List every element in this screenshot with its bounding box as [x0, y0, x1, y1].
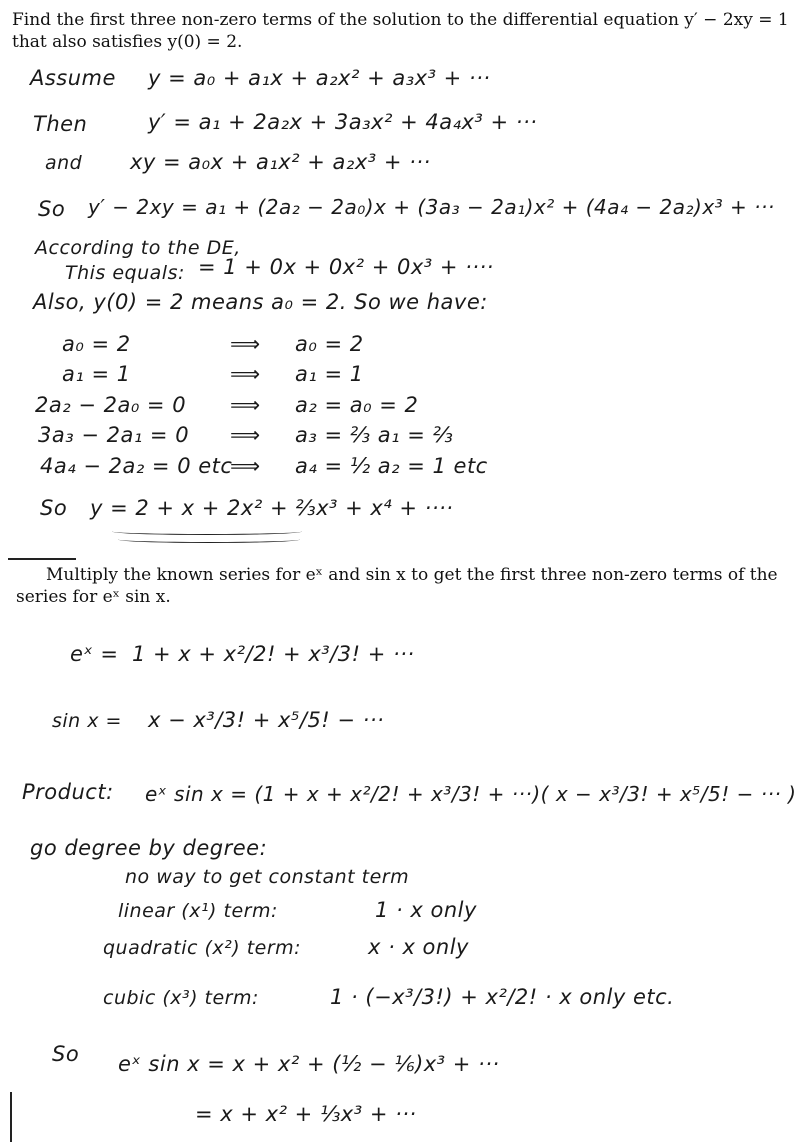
so-equation: y′ − 2xy = a₁ + (2a₂ − 2a₀)x + (3a₃ − 2a₁)x² + (4a₄ − 2a₂)x³ + ··· — [88, 195, 775, 219]
result-so-label: So — [52, 1042, 80, 1066]
eq-left-4: 4a₄ − 2a₂ = 0 etc — [40, 454, 233, 478]
cubic-label: cubic (x³) term: — [103, 987, 259, 1009]
margin-mark — [10, 1092, 12, 1142]
eq-left-1: a₁ = 1 — [62, 362, 131, 386]
eq-left-0: a₀ = 2 — [62, 332, 131, 356]
eq-right-3: a₃ = ⅔ a₁ = ⅔ — [295, 423, 454, 447]
problem1-statement-line1: Find the first three non-zero terms of the solution to the differential equation y′ − 2xy = 1 — [12, 10, 789, 30]
then-label: Then — [33, 112, 88, 136]
assume-equation: y = a₀ + a₁x + a₂x² + a₃x³ + ··· — [148, 66, 491, 90]
final-so-label: So — [40, 496, 68, 520]
linear-value: 1 · x only — [375, 898, 477, 922]
arrow-icon: ⟹ — [230, 332, 261, 356]
product-equation: eˣ sin x = (1 + x + x²/2! + x³/3! + ···)( x − x³/3! + x⁵/5! − ··· ) — [145, 782, 797, 806]
linear-label: linear (x¹) term: — [118, 900, 278, 922]
eq-right-0: a₀ = 2 — [295, 332, 364, 356]
eq-right-1: a₁ = 1 — [295, 362, 364, 386]
section-divider — [8, 558, 76, 560]
eq-right-2: a₂ = a₀ = 2 — [295, 393, 419, 417]
quadratic-value: x · x only — [368, 935, 469, 959]
also-text: Also, y(0) = 2 means a₀ = 2. So we have: — [33, 290, 488, 314]
eq-right-4: a₄ = ½ a₂ = 1 etc — [295, 454, 488, 478]
arrow-icon: ⟹ — [230, 362, 261, 386]
problem2-statement-line1: Multiply the known series for eˣ and sin x to get the first three non-zero terms of the — [46, 565, 778, 585]
product-label: Product: — [22, 780, 114, 804]
cubic-value: 1 · (−x³/3!) + x²/2! · x only etc. — [330, 985, 675, 1009]
assume-label: Assume — [30, 66, 116, 90]
according-text: According to the DE, — [35, 237, 241, 259]
ex-label: eˣ = — [70, 642, 119, 666]
final-underline — [112, 528, 302, 535]
eq-left-2: 2a₂ − 2a₀ = 0 — [35, 393, 187, 417]
problem2-statement-line2: series for eˣ sin x. — [16, 587, 171, 607]
result-line2: = x + x² + ⅓x³ + ··· — [195, 1102, 417, 1126]
degree-intro: go degree by degree: — [30, 836, 268, 860]
this-equals-equation: = 1 + 0x + 0x² + 0x³ + ···· — [198, 255, 494, 279]
and-label: and — [45, 152, 83, 174]
arrow-icon: ⟹ — [230, 423, 261, 447]
so-label: So — [38, 197, 66, 221]
eq-left-3: 3a₃ − 2a₁ = 0 — [38, 423, 190, 447]
ex-series: 1 + x + x²/2! + x³/3! + ··· — [132, 642, 415, 666]
and-equation: xy = a₀x + a₁x² + a₂x³ + ··· — [130, 150, 431, 174]
problem1-statement-line2: that also satisfies y(0) = 2. — [12, 32, 243, 52]
then-equation: y′ = a₁ + 2a₂x + 3a₃x² + 4a₄x³ + ··· — [148, 110, 538, 134]
final-underline-2 — [118, 536, 300, 543]
arrow-icon: ⟹ — [230, 454, 261, 478]
arrow-icon: ⟹ — [230, 393, 261, 417]
this-equals-label: This equals: — [65, 262, 185, 284]
sin-label: sin x = — [52, 710, 122, 732]
sin-series: x − x³/3! + x⁵/5! − ··· — [148, 708, 385, 732]
result-line1: eˣ sin x = x + x² + (½ − ⅙)x³ + ··· — [118, 1052, 500, 1076]
final-solution: y = 2 + x + 2x² + ⅔x³ + x⁴ + ···· — [90, 496, 454, 520]
quadratic-label: quadratic (x²) term: — [103, 937, 302, 959]
constant-term-text: no way to get constant term — [125, 866, 410, 888]
